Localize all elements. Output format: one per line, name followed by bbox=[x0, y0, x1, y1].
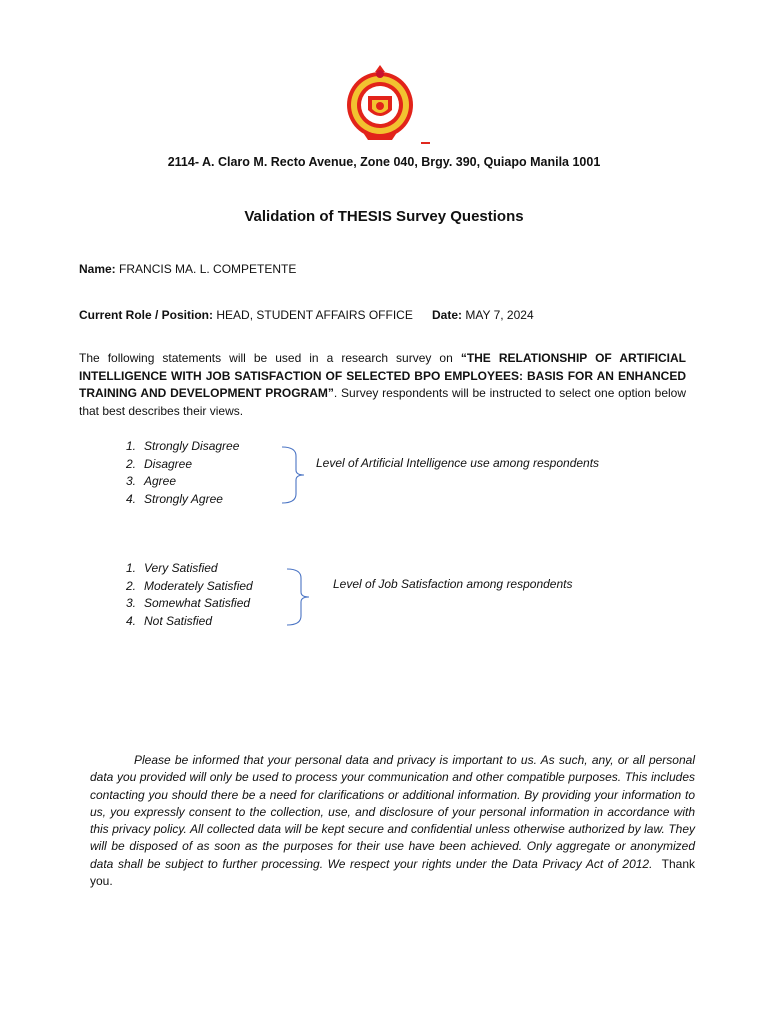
decorative-dash bbox=[421, 142, 430, 144]
name-field bbox=[79, 262, 296, 276]
list-item: 4. Not Satisfied bbox=[125, 613, 213, 628]
role-field bbox=[79, 308, 413, 322]
list-item: 1. Very Satisfied bbox=[125, 561, 218, 575]
school-seal-logo bbox=[338, 62, 422, 144]
list-item: 1. Strongly Disagree bbox=[125, 439, 240, 453]
privacy-text: Please be informed that your personal data and privacy is important to us. As such, any, or all personal data you provided will only be used to process your communication and other compatible purposes. This includes contacting you should there be a need for clarifications or additional information. By providing your information to us, you expressly consent to the collection, use, and disclosure of your personal information in accordance with this privacy policy. All collected data will be kept secure and confidential unless otherwise authorized by law. They will be disposed of as soon as the purposes for their use have been achieved. Only aggregate or anonymized data shall be subject to further processing. We respect your rights under the Data Privacy Act of 2012. bbox=[90, 753, 695, 871]
brace-icon bbox=[280, 444, 316, 506]
list-item: 2. Disagree bbox=[125, 456, 193, 471]
school-address: 2114- A. Claro M. Recto Avenue, Zone 040, Brgy. 390, Quiapo Manila 1001 bbox=[167, 155, 601, 169]
list-item: 3. Somewhat Satisfied bbox=[125, 596, 251, 610]
privacy-notice bbox=[90, 752, 695, 890]
thank-you-text: Thank you. bbox=[90, 856, 695, 889]
date-value: MAY 7, 2024 bbox=[465, 308, 534, 322]
scale-1-options bbox=[112, 438, 239, 508]
intro-prefix: The following statements will be used in a research survey on bbox=[79, 351, 461, 365]
role-label: Current Role / Position: bbox=[79, 308, 214, 322]
role-value: HEAD, STUDENT AFFAIRS OFFICE bbox=[216, 308, 413, 322]
list-item: 4. Strongly Agree bbox=[125, 491, 223, 506]
name-value: FRANCIS MA. L. COMPETENTE bbox=[119, 262, 297, 276]
name-label: Name: bbox=[79, 262, 116, 276]
scale-2-options bbox=[112, 560, 253, 630]
research-title: “THE RELATIONSHIP OF ARTIFICIAL INTELLIGENCE WITH JOB SATISFACTION OF SELECTED BPO EMPLOYEES: BASIS FOR AN ENHANCED TRAINING AND DEVELOPMENT PROGRAM” bbox=[79, 351, 687, 400]
date-label: Date: bbox=[432, 308, 463, 322]
list-item: 3. Agree bbox=[125, 474, 177, 488]
document-title: Validation of THESIS Survey Questions bbox=[244, 208, 524, 225]
scale-1-label: Level of Artificial Intelligence use among respondents bbox=[316, 456, 600, 470]
date-field bbox=[432, 308, 534, 322]
intro-suffix: . Survey respondents will be instructed to select one option below that best describes their views. bbox=[79, 386, 686, 418]
intro-paragraph bbox=[79, 350, 686, 420]
brace-icon bbox=[285, 566, 321, 628]
list-item: 2. Moderately Satisfied bbox=[125, 578, 253, 593]
scale-2-label: Level of Job Satisfaction among respondents bbox=[333, 577, 573, 591]
